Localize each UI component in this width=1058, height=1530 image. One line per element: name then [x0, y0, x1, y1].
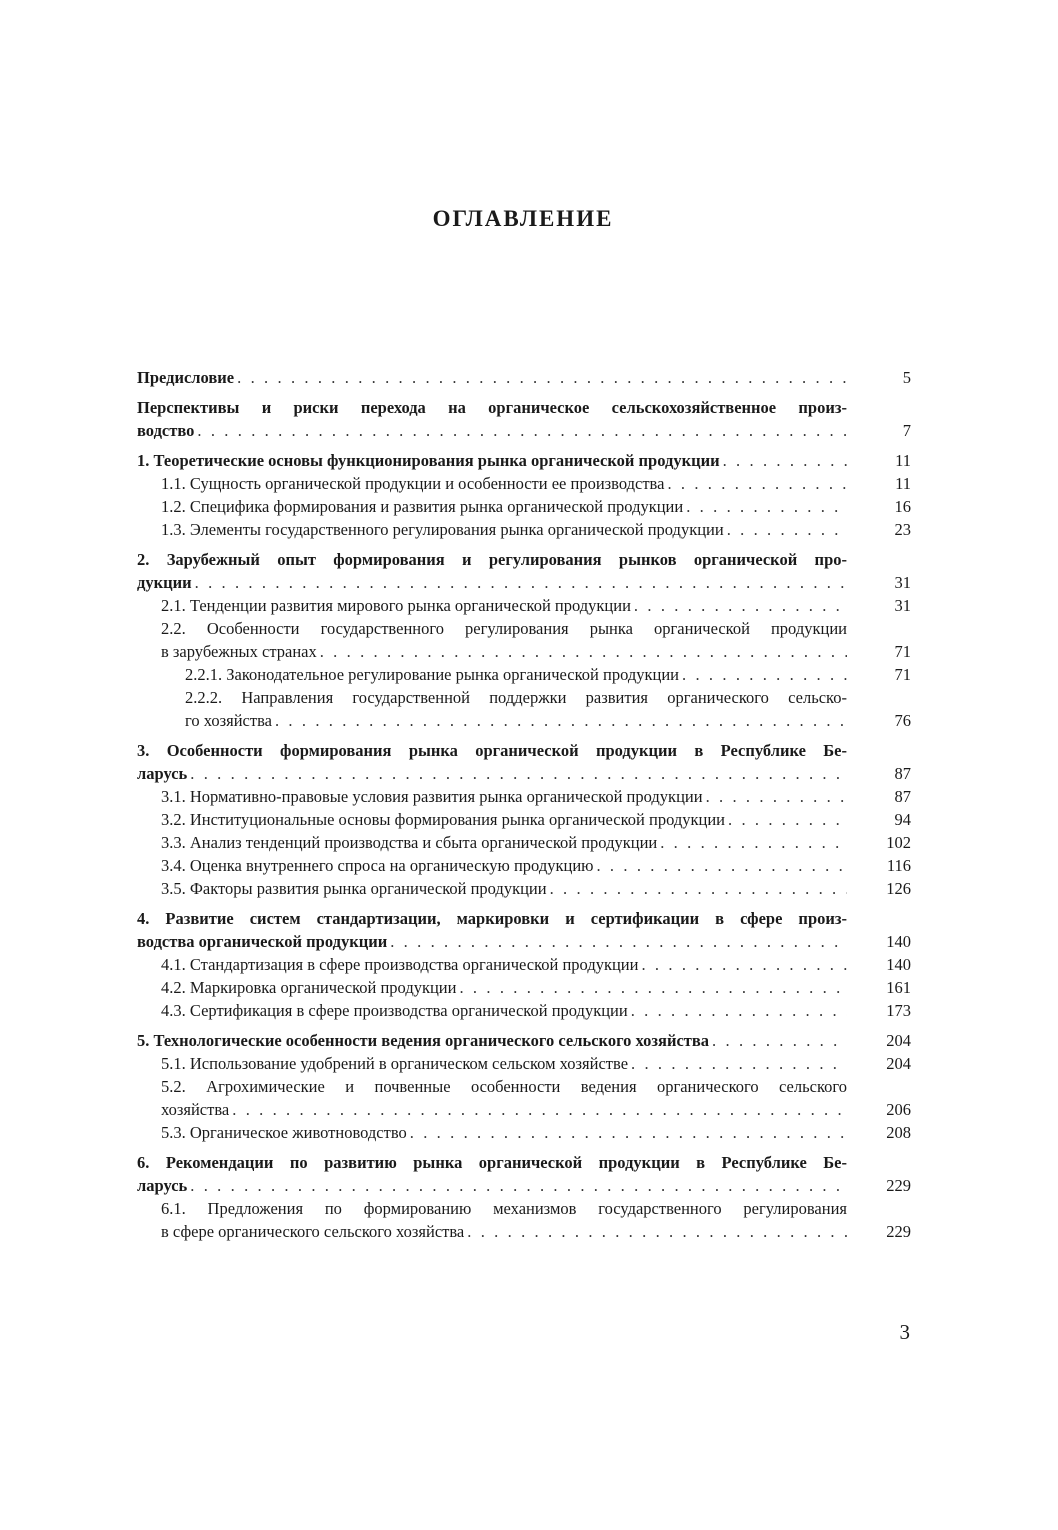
toc-entry-title: 4.3. Сертификация в сфере производства органической продукции [161, 1001, 628, 1020]
toc-entry[interactable] [161, 518, 911, 541]
dot-leader [631, 1052, 847, 1075]
toc-page-number: 208 [886, 1123, 911, 1142]
toc-entry[interactable] [137, 396, 911, 442]
toc-section [137, 1029, 911, 1144]
toc-page-number: 5 [902, 368, 911, 387]
dot-leader [728, 808, 847, 831]
toc-entry-title: Перспективы и риски перехода на органическое сельскохозяйственное произ- [137, 398, 847, 417]
toc-entry-title: 2.2. Особенности государственного регулирования рынка органической продукции [161, 619, 847, 638]
toc-entry[interactable] [161, 1075, 911, 1121]
page-number: 3 [899, 1320, 910, 1344]
dot-leader [275, 709, 847, 732]
toc-entry-title: 1.3. Элементы государственного регулирования рынка органической продукции [161, 520, 724, 539]
toc-entry-title: 3.1. Нормативно-правовые условия развития рынка органической продукции [161, 787, 703, 806]
toc-page-number: 116 [886, 856, 911, 875]
toc-entry[interactable] [161, 831, 911, 854]
toc-section [137, 449, 911, 541]
toc-entry-title: 1.1. Сущность органической продукции и особенности ее производства [161, 474, 665, 493]
dot-leader [390, 930, 847, 953]
dot-leader [237, 366, 847, 389]
toc-entry[interactable] [137, 449, 911, 472]
dot-leader [195, 571, 847, 594]
toc-entry[interactable] [137, 907, 911, 953]
toc-entry-title: 3.2. Институциональные основы формирования рынка органической продукции [161, 810, 725, 829]
dot-leader [723, 449, 847, 472]
toc-entry-title: 3.4. Оценка внутреннего спроса на органическую продукцию [161, 856, 594, 875]
toc-entry-title: 2.2.2. Направления государственной поддержки развития органического сельско- [185, 688, 847, 707]
toc-page-number: 23 [894, 520, 911, 539]
dot-leader [660, 831, 847, 854]
toc-entry-title: 5.3. Органическое животноводство [161, 1123, 407, 1142]
dot-leader [727, 518, 847, 541]
toc-entry-title: 4.2. Маркировка органической продукции [161, 978, 457, 997]
toc-entry[interactable] [161, 1121, 911, 1144]
page-title: ОГЛАВЛЕНИЕ [432, 206, 614, 231]
toc-entry[interactable] [137, 739, 911, 785]
toc-entry-title: 2.2.1. Законодательное регулирование рынка органической продукции [185, 665, 680, 684]
toc-entry[interactable] [137, 548, 911, 594]
dot-leader [467, 1220, 847, 1243]
toc-page-number: 140 [886, 955, 911, 974]
toc-page-number: 11 [895, 451, 911, 470]
dot-leader [596, 854, 847, 877]
toc-page-number: 31 [894, 596, 911, 615]
dot-leader [682, 663, 847, 686]
toc-page-number: 206 [886, 1100, 911, 1119]
dot-leader [232, 1098, 847, 1121]
dot-leader [712, 1029, 847, 1052]
toc-section [137, 396, 911, 442]
toc-page-number: 229 [886, 1222, 911, 1241]
toc-entry[interactable] [161, 953, 911, 976]
toc-entry-title: 4.1. Стандартизация в сфере производства органической продукции [161, 955, 639, 974]
toc-page-number: 204 [886, 1054, 911, 1073]
toc-entry-title: 3.5. Факторы развития рынка органической продукции [161, 879, 547, 898]
toc-entry[interactable] [161, 976, 911, 999]
toc-entry-title-end: го хозяйства [185, 711, 272, 730]
toc-entry-title-end: ларусь [137, 1176, 188, 1195]
toc-entry-title: 3. Особенности формирования рынка органической продукции в Республике Бе- [137, 741, 847, 760]
toc-entry[interactable] [185, 686, 911, 732]
toc-page-number: 7 [902, 421, 911, 440]
toc-entry[interactable] [185, 663, 911, 686]
toc-entry-title: 2.1. Тенденции развития мирового рынка органической продукции [161, 596, 631, 615]
dot-leader [641, 953, 847, 976]
toc-entry[interactable] [161, 1197, 911, 1243]
dot-leader [459, 976, 847, 999]
toc-section [137, 548, 911, 732]
table-of-contents [137, 366, 911, 1250]
dot-leader [631, 999, 847, 1022]
toc-entry[interactable] [137, 1151, 911, 1197]
toc-page-number: 76 [894, 711, 911, 730]
toc-page-number: 71 [894, 665, 911, 684]
toc-entry[interactable] [161, 495, 911, 518]
toc-entry-title: 6.1. Предложения по формированию механизмов государственного регулирования [161, 1199, 847, 1218]
toc-entry[interactable] [161, 877, 911, 900]
dot-leader [190, 1174, 847, 1197]
toc-section [137, 739, 911, 900]
dot-leader [667, 472, 847, 495]
toc-entry[interactable] [137, 1029, 911, 1052]
toc-page-number: 173 [886, 1001, 911, 1020]
toc-section [137, 1151, 911, 1243]
toc-page-number: 16 [894, 497, 911, 516]
toc-entry-title: 6. Рекомендации по развитию рынка органической продукции в Республике Бе- [137, 1153, 847, 1172]
toc-section [137, 907, 911, 1022]
toc-page-number: 102 [886, 833, 911, 852]
toc-entry-title: 5.1. Использование удобрений в органическом сельском хозяйстве [161, 1054, 629, 1073]
toc-entry[interactable] [161, 472, 911, 495]
dot-leader [686, 495, 847, 518]
toc-entry-title-end: в сфере органического сельского хозяйства [161, 1222, 465, 1241]
toc-entry-title: 4. Развитие систем стандартизации, маркировки и сертификации в сфере произ- [137, 909, 847, 928]
toc-page-number: 31 [894, 573, 911, 592]
dot-leader [320, 640, 847, 663]
dot-leader [197, 419, 847, 442]
toc-section [137, 366, 911, 389]
toc-page-number: 94 [894, 810, 911, 829]
toc-page-number: 140 [886, 932, 911, 951]
dot-leader [706, 785, 847, 808]
toc-page-number: 204 [886, 1031, 911, 1050]
toc-entry-title: 3.3. Анализ тенденций производства и сбыта органической продукции [161, 833, 658, 852]
toc-page-number: 11 [895, 474, 911, 493]
dot-leader [634, 594, 847, 617]
dot-leader [190, 762, 847, 785]
toc-entry-title-end: хозяйства [161, 1100, 230, 1119]
toc-entry[interactable] [161, 1052, 911, 1075]
toc-page-number: 126 [886, 879, 911, 898]
toc-entry[interactable] [161, 785, 911, 808]
toc-entry-title-end: водство [137, 421, 195, 440]
dot-leader [410, 1121, 847, 1144]
toc-entry-title: 5. Технологические особенности ведения органического сельского хозяйства [137, 1031, 710, 1050]
toc-page-number: 87 [894, 764, 911, 783]
toc-entry[interactable] [137, 366, 911, 389]
dot-leader [550, 877, 847, 900]
toc-entry[interactable] [161, 594, 911, 617]
toc-entry-title-end: дукции [137, 573, 192, 592]
toc-page-number: 229 [886, 1176, 911, 1195]
toc-entry-title: Предисловие [137, 368, 235, 387]
toc-entry[interactable] [161, 999, 911, 1022]
toc-entry-title-end: в зарубежных странах [161, 642, 317, 661]
toc-page-number: 161 [886, 978, 911, 997]
toc-entry[interactable] [161, 854, 911, 877]
toc-entry-title-end: водства органической продукции [137, 932, 388, 951]
toc-entry-title: 1.2. Специфика формирования и развития рынка органической продукции [161, 497, 684, 516]
toc-entry-title: 1. Теоретические основы функционирования рынка органической продукции [137, 451, 720, 470]
toc-entry[interactable] [161, 617, 911, 663]
toc-page-number: 87 [894, 787, 911, 806]
toc-entry-title: 2. Зарубежный опыт формирования и регулирования рынков органической про- [137, 550, 847, 569]
toc-page-number: 71 [894, 642, 911, 661]
toc-entry[interactable] [161, 808, 911, 831]
toc-entry-title: 5.2. Агрохимические и почвенные особенности ведения органического сельского [161, 1077, 847, 1096]
toc-entry-title-end: ларусь [137, 764, 188, 783]
